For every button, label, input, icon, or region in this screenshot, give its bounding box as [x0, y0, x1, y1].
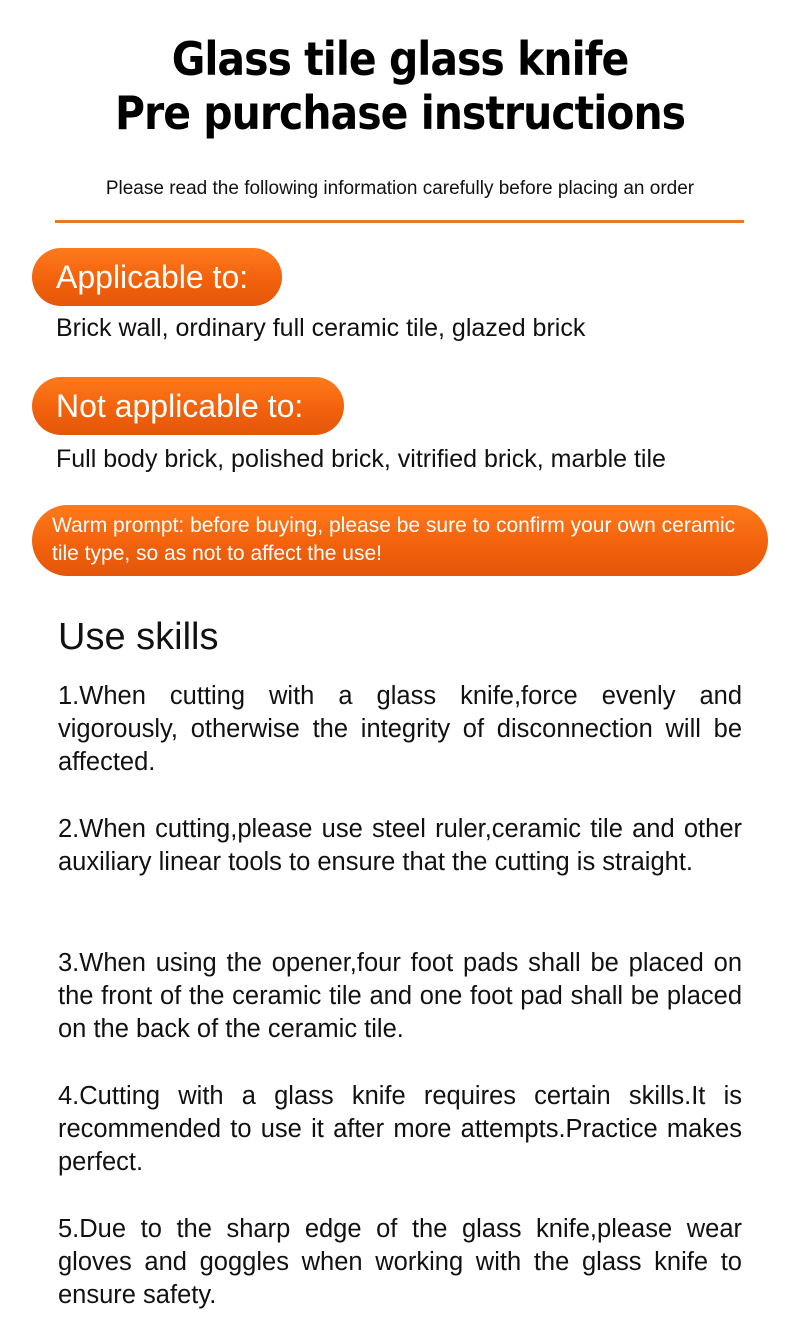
not-applicable-label-badge: Not applicable to: [32, 377, 344, 435]
applicable-text: Brick wall, ordinary full ceramic tile, glazed brick [56, 314, 586, 342]
warm-prompt-banner: Warm prompt: before buying, please be sure to confirm your own ceramic tile type, so as not to affect the use! [32, 505, 768, 576]
subtitle: Please read the following information carefully before placing an order [105, 178, 695, 199]
page-title-line2: Pre purchase instructions [114, 86, 686, 140]
applicable-label-badge: Applicable to: [32, 248, 282, 306]
use-skills-heading: Use skills [58, 616, 219, 658]
skill-item-4: 4.Cutting with a glass knife requires certain skills.It is recommended to use it after more attempts.Practice makes perfect. [58, 1082, 742, 1176]
page-title-line1: Glass tile glass knife [171, 32, 629, 86]
not-applicable-text: Full body brick, polished brick, vitrified brick, marble tile [56, 445, 666, 473]
skill-item-1: 1.When cutting with a glass knife,force evenly and vigorously, otherwise the integrity of disconnection will be affected. [58, 682, 742, 776]
skill-item-3: 3.When using the opener,four foot pads shall be placed on the front of the ceramic tile and one foot pad shall be placed on the back of the ceramic tile. [58, 949, 742, 1043]
skill-item-5: 5.Due to the sharp edge of the glass knife,please wear gloves and goggles when working with the glass knife to ensure safety. [58, 1215, 742, 1309]
divider [55, 220, 744, 223]
skill-item-2: 2.When cutting,please use steel ruler,ceramic tile and other auxiliary linear tools to ensure that the cutting is straight. [58, 815, 742, 876]
